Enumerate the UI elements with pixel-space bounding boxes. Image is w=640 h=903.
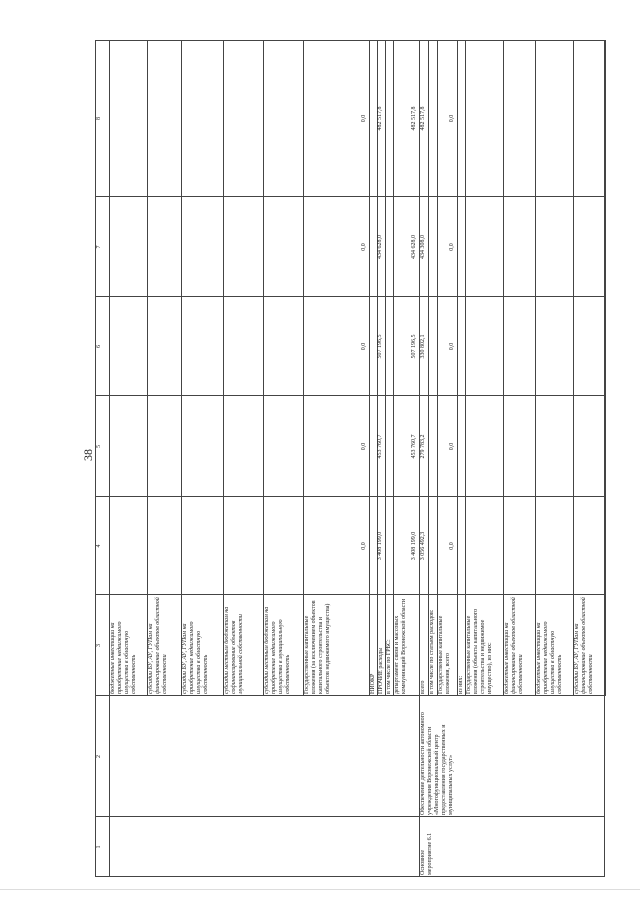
row-label: в том числе по ГРБС: — [386, 639, 392, 694]
column-line — [95, 816, 605, 817]
value-cell: 482 517,8 — [411, 106, 418, 131]
row-label: Государственные капитальные вложения (объекты капитального строительства и недвижимое имущество), из них: — [466, 608, 493, 694]
column-line — [95, 296, 605, 297]
row-label: ПРОЧИЕ расходы — [378, 647, 384, 694]
row-divider — [605, 40, 606, 696]
column-line — [95, 496, 605, 497]
row-label: НИОКР — [370, 673, 376, 694]
column-number-8: 8 — [96, 117, 102, 120]
value-cell: 482 517,8 — [377, 106, 384, 131]
row-label: всего — [420, 680, 426, 694]
event-number-cell: Основное мероприятие 6.1 — [420, 832, 433, 875]
row-label: субсидии БУ, АУ, ГУПам на финансирование объектов областной собственности — [574, 597, 594, 694]
value-cell: 434 308,0 — [420, 235, 427, 259]
column-number-5: 5 — [96, 445, 102, 448]
table-bottom-border — [604, 40, 605, 877]
column-number-2: 2 — [96, 755, 102, 758]
value-cell: 434 628,0 — [377, 235, 384, 259]
value-cell: 453 760,7 — [411, 434, 418, 459]
row-label: субсидии местным бюджетам на приобретение недвижимого имущества в муниципальную собственность — [264, 606, 291, 694]
column-number-3: 3 — [96, 644, 102, 647]
row-label: в том числе по статьям расходов: — [429, 609, 435, 694]
column-line — [95, 395, 605, 396]
value-cell: 0,0 — [449, 243, 456, 251]
value-cell: 0,0 — [449, 442, 456, 451]
value-cell: 507 196,5 — [411, 334, 418, 359]
column-number-7: 7 — [96, 245, 102, 249]
rotated-table-frame — [95, 40, 605, 877]
value-cell: 0,0 — [361, 114, 368, 123]
column-number-6: 6 — [96, 345, 102, 348]
value-cell: 507 196,5 — [377, 334, 384, 359]
column-line — [95, 594, 605, 595]
value-cell: 0,0 — [361, 442, 368, 451]
value-cell: 0,0 — [449, 114, 456, 123]
column-number-4: 4 — [96, 544, 102, 548]
row-label: субсидии БУ, АУ, ГУПам на приобретение недвижимого имущества в областную собственность — [182, 621, 209, 694]
row-label: бюджетные инвестиции на приобретение недвижимого имущества в областную собственность — [536, 621, 563, 694]
column-line — [95, 695, 605, 696]
column-line — [95, 196, 605, 197]
row-label: Государственные капитальные вложения, всего — [438, 615, 451, 694]
row-label: департамент связи и массовых коммуникаций Воронежской области — [394, 598, 407, 694]
value-cell: 330 802,1 — [420, 334, 427, 359]
row-label: Государственные капитальные вложения (за исключением объектов капитального строительства и объектов недвижимого имущества) — [304, 600, 331, 694]
column-line — [95, 40, 605, 41]
page-number: 38 — [81, 449, 95, 461]
value-cell: 0,0 — [449, 542, 456, 550]
value-cell: 3 408 199,0 — [411, 531, 418, 561]
column-number-1: 1 — [96, 845, 102, 849]
value-cell: 434 628,0 — [411, 235, 418, 259]
budget-table — [95, 40, 605, 877]
event-name-cell: Обеспечение деятельности автономного учреждения Воронежской области «Многофункциональный центр предоставления государственных и муниципальных услуг» — [420, 712, 454, 815]
row-label: бюджетные инвестиции на финансирование объектов областной собственности — [504, 597, 524, 694]
value-cell: 3 056 492,3 — [420, 531, 427, 561]
value-cell: 3 408 199,0 — [377, 531, 384, 561]
value-cell: 0,0 — [361, 243, 368, 251]
value-cell: 453 760,7 — [377, 434, 384, 459]
value-cell: 0,0 — [361, 342, 368, 351]
value-cell: 482 517,8 — [420, 106, 427, 131]
row-label: субсидии БУ, АУ, ГУПам на финансирование объектов областной собственности — [148, 597, 168, 694]
value-cell: 0,0 — [361, 542, 368, 550]
header-bottom-border — [109, 40, 110, 877]
row-label: бюджетные инвестиции на приобретение недвижимого имущества в областную собственность — [110, 621, 137, 694]
row-label: субсидии местным бюджетам на софинансирование объектов муниципальной собственности — [224, 606, 244, 694]
column-line — [95, 876, 605, 877]
page-bottom-rule — [0, 889, 640, 890]
row-label: из них: — [458, 675, 464, 694]
value-cell: 0,0 — [449, 342, 456, 351]
value-cell: 279 783,2 — [420, 434, 427, 459]
